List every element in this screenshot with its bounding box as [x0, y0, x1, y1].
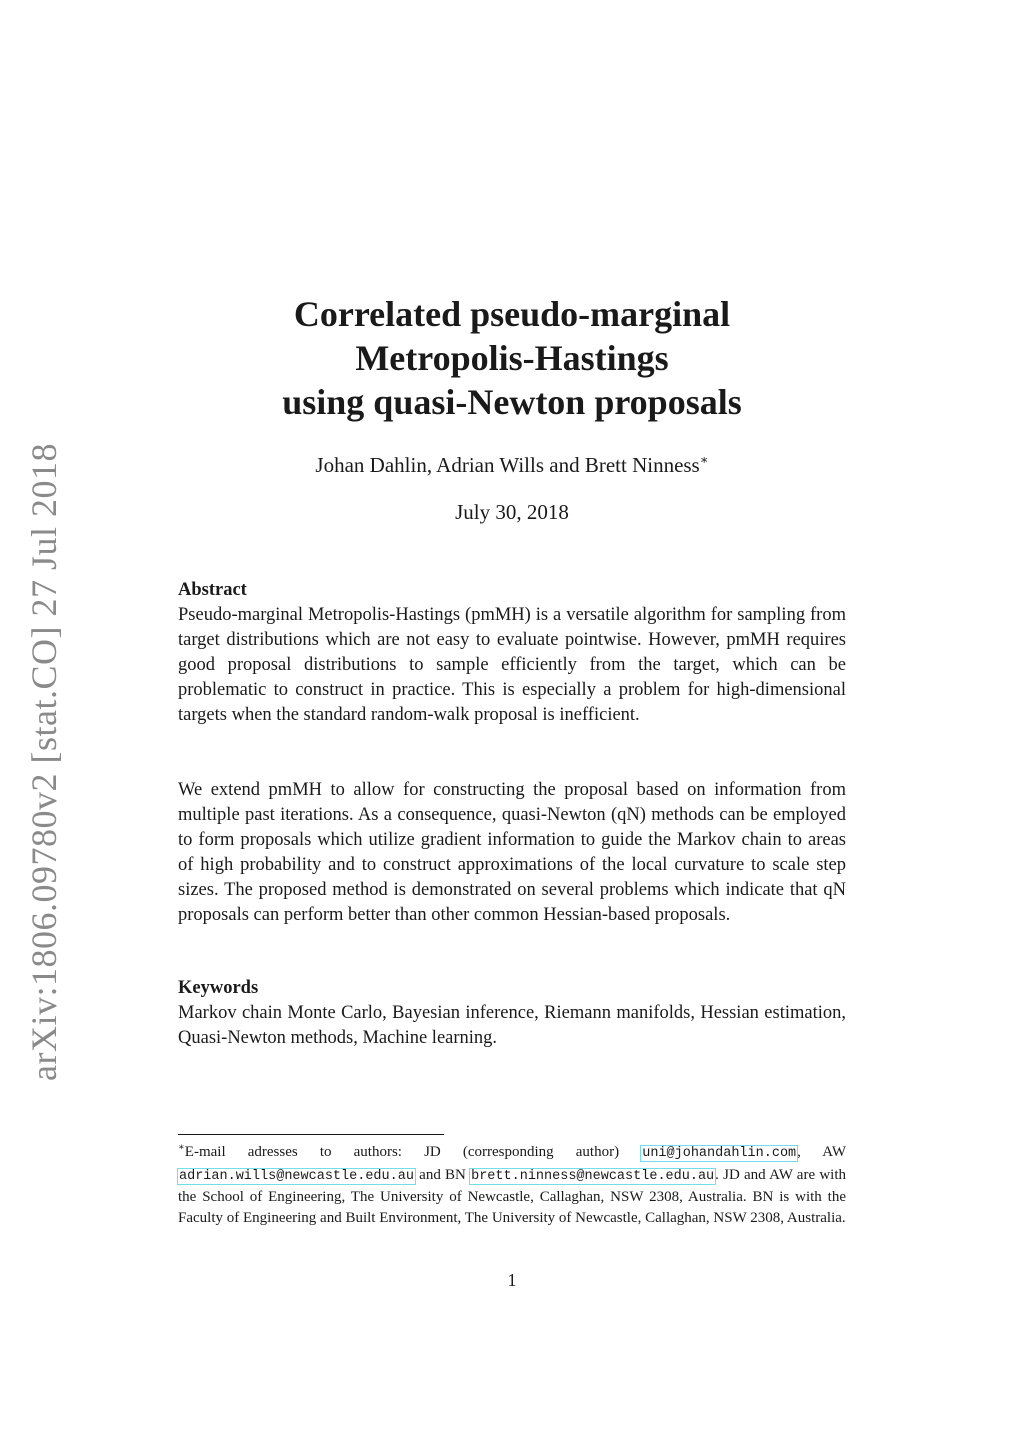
title-line-3: using quasi-Newton proposals [282, 382, 742, 422]
abstract-paragraph-1: Pseudo-marginal Metropolis-Hastings (pmMH) is a versatile algorithm for sampling from target distributions which are not easy to evaluate pointwise. However, pmMH requires good proposal distributions to sample efficiently from the target, which can be problematic to construct in practice. This is especially a problem for high-dimensional targets when the standard random-walk proposal is inefficient. [178, 605, 846, 725]
footnote-intro: E-mail adresses to authors: JD (corresponding author) [184, 1144, 642, 1160]
title-line-2: Metropolis-Hastings [355, 338, 669, 378]
footnote [178, 1138, 846, 1228]
email-link-bn[interactable]: brett.ninness@newcastle.edu.au [471, 1168, 715, 1184]
paper-title [0, 292, 1024, 424]
footnote-affiliations: . JD and AW are with the School of Engineering, The University of Newcastle, Callaghan, NSW 2308, Australia. BN is with the Faculty of Engineering and Built Environment, The University of Newcastle, Callaghan, NSW 2308, Australia. [178, 1166, 846, 1226]
abstract-paragraph-2: We extend pmMH to allow for constructing the proposal based on information from multiple past iterations. As a consequence, quasi-Newton (qN) methods can be employed to form proposals which utilize gradient information to guide the Markov chain to areas of high probability and to construct approximations of the local curvature to scale step sizes. The proposed method is demonstrated on several problems which indicate that qN proposals can perform better than other common Hessian-based proposals. [178, 780, 846, 925]
abstract-heading: Abstract [178, 580, 247, 600]
footnote-mark: ∗ [178, 1142, 185, 1153]
footnote-divider [178, 1134, 444, 1135]
page-number: 1 [507, 1270, 517, 1290]
keywords-heading: Keywords [178, 978, 259, 998]
publication-date: July 30, 2018 [455, 500, 569, 524]
keywords-section [178, 976, 846, 1051]
author-names: Johan Dahlin, Adrian Wills and Brett Ninness [315, 453, 700, 477]
footnote-separator-2: and BN [414, 1166, 471, 1183]
email-link-aw[interactable]: adrian.wills@newcastle.edu.au [179, 1168, 414, 1184]
keywords-text: Markov chain Monte Carlo, Bayesian inference, Riemann manifolds, Hessian estimation, Quasi-Newton methods, Machine learning. [178, 1003, 846, 1048]
author-footnote-mark[interactable]: ∗ [699, 452, 709, 467]
title-line-1: Correlated pseudo-marginal [293, 294, 731, 334]
arxiv-identifier[interactable]: arXiv:1806.09780v2 [stat.CO] 27 Jul 2018 [24, 443, 64, 1081]
abstract-section [178, 578, 846, 728]
email-link-jd[interactable]: uni@johandahlin.com [642, 1146, 797, 1161]
author-list [0, 452, 1024, 478]
footnote-separator-1: , AW [797, 1144, 846, 1160]
abstract-continued [178, 778, 846, 928]
